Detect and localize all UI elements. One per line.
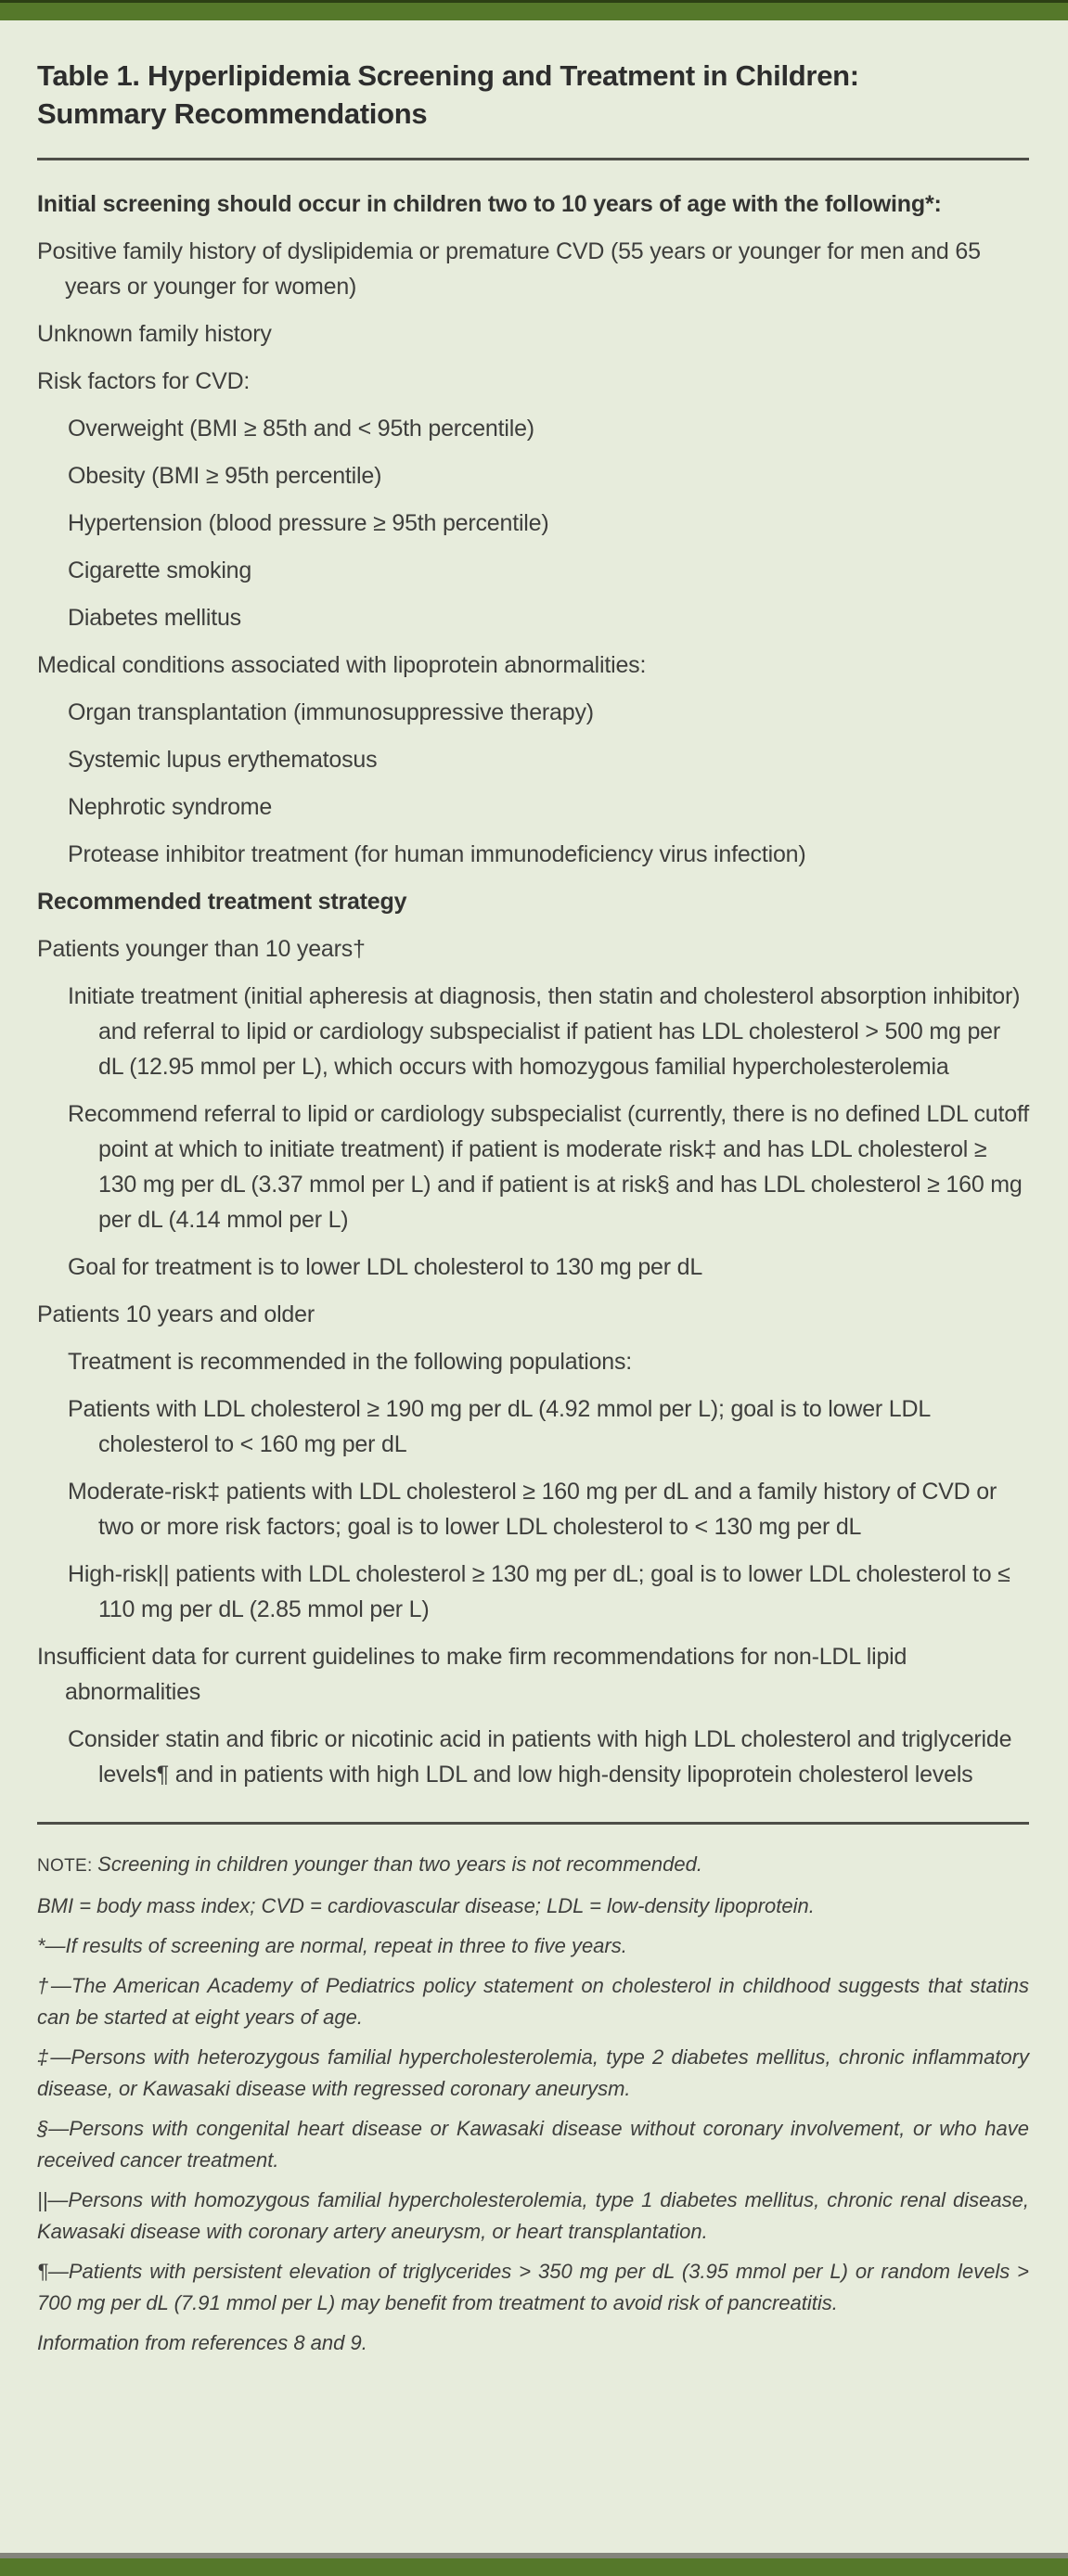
table-title: Table 1. Hyperlipidemia Screening and Treatment in Children: Summary Recommendations — [37, 59, 859, 130]
footnote — [37, 2327, 1029, 2359]
footnote-text: ||—Persons with homozygous familial hypercholesterolemia, type 1 diabetes mellitus, chronic renal disease, Kawasaki disease with coronary artery aneurysm, or heart transplantation. — [37, 2187, 1029, 2243]
table-row: Nephrotic syndrome — [68, 793, 273, 820]
bottom-border-bars — [0, 2553, 1068, 2576]
footnote-label: NOTE: — [37, 1855, 98, 1876]
table-row: Patients 10 years and older — [37, 1301, 315, 1327]
table-row: Positive family history of dyslipidemia or premature CVD (55 years or younger for men and 65 years or younger for women) — [37, 237, 981, 300]
table-row: High-risk|| patients with LDL cholesterol ≥ 130 mg per dL; goal is to lower LDL cholesterol to ≤ 110 mg per dL (2.85 mmol per L) — [68, 1560, 1010, 1622]
table-row: Patients with LDL cholesterol ≥ 190 mg per dL (4.92 mmol per L); goal is to lower LDL cholesterol to < 160 mg per dL — [68, 1395, 931, 1457]
footnote-text: §—Persons with congenital heart disease or Kawasaki disease without coronary involvement, or who have received cancer treatment. — [37, 2116, 1029, 2172]
table-row: Consider statin and fibric or nicotinic acid in patients with high LDL cholesterol and triglyceride levels¶ and in patients with high LDL and low high-density lipoprotein cholesterol levels — [68, 1725, 1012, 1788]
table-row: Insufficient data for current guidelines to make firm recommendations for non-LDL lipid abnormalities — [37, 1643, 907, 1705]
top-border-bar — [0, 0, 1068, 20]
table-row: Patients younger than 10 years† — [37, 935, 366, 962]
footnote-divider — [37, 1822, 1029, 1825]
table-row: Organ transplantation (immunosuppressive therapy) — [68, 698, 594, 725]
footnote — [37, 2042, 1029, 2105]
table-row: Unknown family history — [37, 320, 272, 347]
footnote-text: Screening in children younger than two years is not recommended. — [97, 1852, 702, 1876]
footnote-text: Information from references 8 and 9. — [37, 2330, 367, 2354]
footnote — [37, 2185, 1029, 2248]
footnote-text: ‡—Persons with heterozygous familial hypercholesterolemia, type 2 diabetes mellitus, chronic inflammatory disease, or Kawasaki disease with regressed coronary aneurysm. — [37, 2044, 1029, 2100]
table-row: Obesity (BMI ≥ 95th percentile) — [68, 462, 382, 489]
footnote — [37, 2113, 1029, 2176]
footnote — [37, 1970, 1029, 2033]
table-row: Hypertension (blood pressure ≥ 95th percentile) — [68, 509, 549, 536]
table-row: Goal for treatment is to lower LDL cholesterol to 130 mg per dL — [68, 1253, 703, 1280]
footnote-text: ¶—Patients with persistent elevation of triglycerides > 350 mg per dL (3.95 mmol per L) or random levels > 700 mg per dL (7.91 mmol per L) may benefit from treatment to avoid risk of pancreatitis. — [37, 2259, 1029, 2314]
table-footnotes — [37, 1849, 1029, 2359]
table-row: Initial screening should occur in children two to 10 years of age with the following*: — [37, 190, 942, 217]
table-row: Recommended treatment strategy — [37, 888, 407, 915]
table-row: Overweight (BMI ≥ 85th and < 95th percentile) — [68, 415, 534, 442]
table-row: Systemic lupus erythematosus — [68, 746, 378, 773]
table-row: Medical conditions associated with lipoprotein abnormalities: — [37, 651, 647, 678]
table-row: Treatment is recommended in the following populations: — [68, 1348, 633, 1375]
title-divider — [37, 158, 1029, 160]
table-row: Cigarette smoking — [68, 557, 252, 583]
bottom-green-bar — [0, 2558, 1068, 2576]
table-card — [0, 20, 1068, 2553]
footnote — [37, 1890, 1029, 1922]
table-row: Risk factors for CVD: — [37, 367, 251, 394]
table-row: Recommend referral to lipid or cardiology subspecialist (currently, there is no defined LDL cutoff point at which to initiate treatment) if patient is moderate risk‡ and has LDL cholesterol ≥ 130 mg per dL (3.37 mmol per L) and if patient is at risk§ and has LDL cholesterol ≥ 160 mg per dL (4.14 mmol per L) — [68, 1100, 1030, 1233]
table-row: Diabetes mellitus — [68, 604, 241, 631]
footnote-text: *—If results of screening are normal, repeat in three to five years. — [37, 1933, 627, 1957]
table-row: Initiate treatment (initial apheresis at diagnosis, then statin and cholesterol absorption inhibitor) and referral to lipid or cardiology subspecialist if patient has LDL cholesterol > 500 mg per dL (12.95 mmol per L), which occurs with homozygous familial hypercholesterolemia — [68, 982, 1021, 1080]
footnote — [37, 2256, 1029, 2319]
footnote — [37, 1930, 1029, 1962]
table-row: Moderate-risk‡ patients with LDL cholesterol ≥ 160 mg per dL and a family history of CVD or two or more risk factors; goal is to lower LDL cholesterol to < 130 mg per dL — [68, 1478, 997, 1540]
table-body — [37, 186, 1029, 1792]
footnote — [37, 1849, 1029, 1882]
table-row: Protease inhibitor treatment (for human immunodeficiency virus infection) — [68, 840, 806, 867]
footnote-text: BMI = body mass index; CVD = cardiovascular disease; LDL = low-density lipoprotein. — [37, 1893, 815, 1917]
footnote-text: †—The American Academy of Pediatrics policy statement on cholesterol in childhood suggests that statins can be started at eight years of age. — [37, 1973, 1029, 2029]
